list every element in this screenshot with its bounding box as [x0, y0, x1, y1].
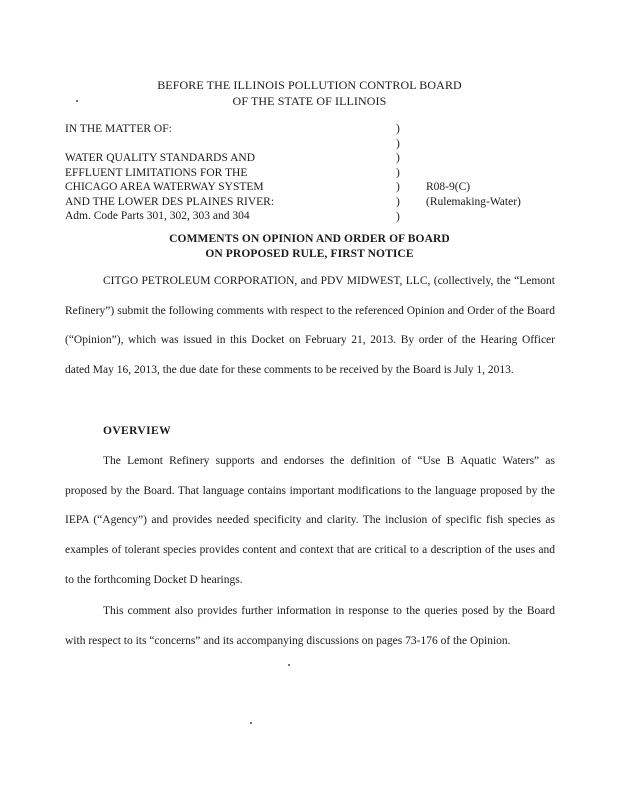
caption-paren: ) — [396, 196, 400, 208]
overview-heading: OVERVIEW — [103, 425, 171, 437]
board-name-heading: BEFORE THE ILLINOIS POLLUTION CONTROL BOARD — [157, 78, 462, 92]
caption-line: AND THE LOWER DES PLAINES RIVER: — [65, 195, 275, 208]
scan-speck — [288, 664, 290, 666]
caption-paren: ) — [396, 123, 400, 135]
document-title: COMMENTS ON OPINION AND ORDER OF BOARD — [169, 233, 450, 245]
intro-paragraph: CITGO PETROLEUM CORPORATION, and PDV MIDWEST, LLC, (collectively, the “Lemont Refinery”) submit the following comments with respect to the referenced Opinion and Order of the Board (“Opinion”), which was issued in this Docket on February 21, 2013. By order of the Hearing Officer dated May 16, 2013, the due date for these comments to be received by the Board is July 1, 2013. — [65, 275, 555, 377]
scan-speck — [76, 100, 78, 102]
overview-paragraph-1: The Lemont Refinery supports and endorses the definition of “Use B Aquatic Waters” as proposed by the Board. That language contains important modifications to the language proposed by the IEPA (“Agency”) and provides needed specificity and clarity. The inclusion of specific fish species as examples of tolerant species provides content and context that are critical to a description of the uses and to the forthcoming Docket D hearings. — [65, 455, 555, 586]
caption-line: EFFLUENT LIMITATIONS FOR THE — [65, 166, 248, 179]
document-subtitle: ON PROPOSED RULE, FIRST NOTICE — [205, 248, 414, 260]
overview-paragraph-2: This comment also provides further information in response to the queries posed by the Board with respect to its “concerns” and its accompanying discussions on pages 73-176 of the Opinion. — [65, 605, 555, 647]
docket-number: R08-9(C) — [426, 181, 471, 194]
caption-paren: ) — [396, 152, 400, 165]
caption-paren: ) — [396, 166, 400, 179]
caption-paren: ) — [396, 210, 400, 223]
caption-line: Adm. Code Parts 301, 302, 303 and 304 — [65, 210, 250, 223]
docket-type: (Rulemaking-Water) — [426, 195, 521, 208]
state-heading: OF THE STATE OF ILLINOIS — [232, 94, 387, 108]
caption-line: CHICAGO AREA WATERWAY SYSTEM — [65, 181, 264, 194]
caption-paren: ) — [396, 181, 400, 194]
caption-line: IN THE MATTER OF: — [65, 123, 172, 135]
caption-line: WATER QUALITY STANDARDS AND — [65, 152, 255, 164]
caption-paren: ) — [396, 137, 400, 150]
scan-speck — [250, 722, 252, 724]
